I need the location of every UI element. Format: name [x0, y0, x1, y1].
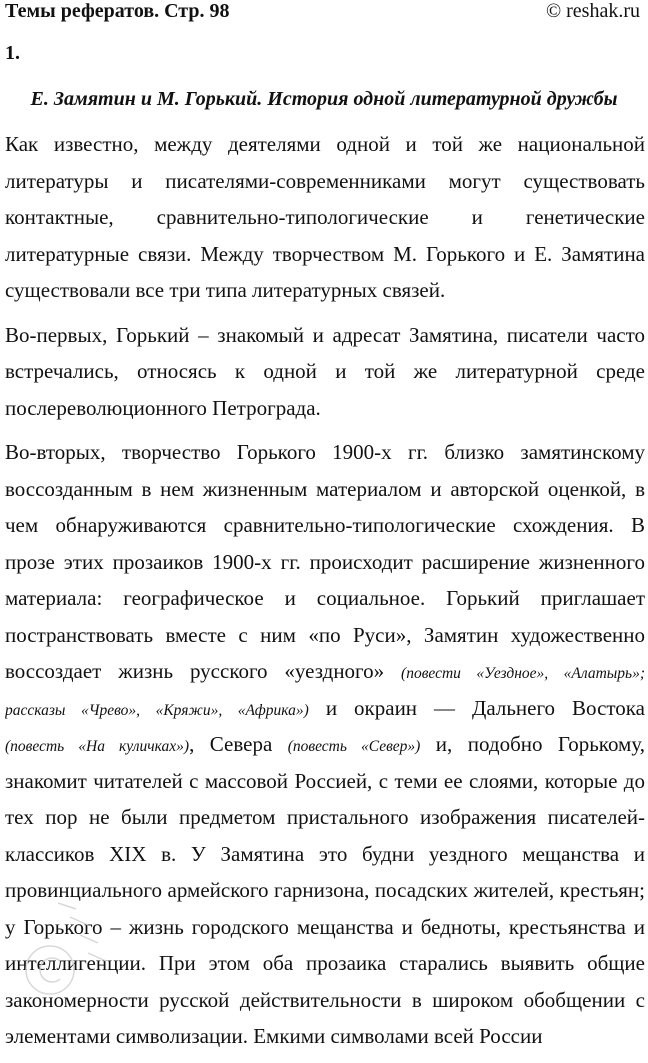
text-line — [5, 126, 645, 163]
text-line — [5, 434, 645, 471]
text-segment: тех пор не были предметом пристального изображения писателей- — [5, 805, 645, 829]
text-line — [5, 507, 645, 544]
text-line — [5, 272, 645, 309]
text-line — [5, 236, 645, 273]
text-segment: чем обнаруживаются сравнительно-типологические схождения. В — [5, 513, 645, 537]
text-segment: встречались, относясь к одной и той же литературной среде — [5, 359, 645, 383]
text-segment: элементами символизации. Емкими символами всей России — [5, 1024, 543, 1048]
text-line — [5, 690, 645, 727]
text-line — [5, 909, 645, 946]
text-segment: воссозданным в нем жизненным материалом и авторской оценкой, в — [5, 476, 645, 501]
page-header — [5, 0, 640, 24]
text-segment: Во-первых, Горький – знакомый и адресат Замятина, писатели часто — [5, 322, 645, 347]
text-segment: и окраин — Дальнего Востока — [308, 695, 645, 720]
text-segment: и, подобно Горькому, — [420, 732, 645, 756]
text-segment: воссоздает жизнь русского «уездного» — [5, 659, 402, 683]
text-line — [5, 199, 645, 236]
text-line — [5, 544, 645, 581]
text-line — [5, 353, 645, 390]
text-line — [5, 471, 645, 508]
text-line — [5, 836, 645, 873]
text-line — [5, 872, 645, 909]
paragraph — [5, 317, 645, 427]
text-line — [5, 982, 645, 1019]
text-segment: литературные связи. Между творчеством М. Горького и Е. Замятина — [5, 241, 645, 266]
text-line — [5, 799, 645, 836]
italic-citation: (повесть «На куличках») — [5, 738, 190, 755]
text-segment: интеллигенции. При этом оба прозаика старались выявить общие — [5, 951, 645, 975]
text-segment: провинциального армейского гарнизона, посадских жителей, крестьян; — [5, 878, 645, 902]
topic-number: 1. — [5, 42, 20, 64]
text-line — [5, 763, 645, 800]
text-segment: литературы и писателями-современниками могут существовать — [5, 168, 645, 193]
text-line — [5, 580, 645, 617]
italic-citation: (повесть «Север») — [287, 738, 421, 755]
text-segment: , Севера — [189, 732, 288, 756]
text-segment: постранствовать вместе с ним «по Руси», Замятин художественно — [5, 622, 645, 647]
text-line — [5, 1018, 645, 1055]
text-segment: знакомит читателей с массовой Россией, с теми ее слоями, которые до — [5, 768, 645, 793]
text-segment: классиков XIX в. У Замятина это будни уездного мещанства и — [5, 841, 645, 866]
text-segment: Во-вторых, творчество Горького 1900-х гг. близко замятинскому — [5, 440, 645, 464]
text-segment: закономерности русской действительности в широком обобщении с — [5, 987, 645, 1012]
text-line — [5, 390, 645, 427]
text-line — [5, 945, 645, 982]
text-segment: послереволюционного Петрограда. — [5, 395, 321, 420]
text-line — [5, 317, 645, 354]
text-segment: материала: географическое и социальное. Горький приглашает — [5, 586, 645, 610]
text-line — [5, 726, 645, 763]
text-segment: у Горького – жизнь городского мещанства и бедноты, крестьянства и — [5, 914, 645, 939]
text-line — [5, 653, 645, 690]
paragraph — [5, 434, 645, 1055]
text-segment: Как известно, между деятелями одной и той же национальной — [5, 132, 645, 156]
text-segment: контактные, сравнительно-типологические и генетические — [5, 205, 645, 229]
header-source: © reshak.ru — [545, 0, 640, 22]
text-segment: существовали все три типа литературных связей. — [5, 278, 446, 302]
italic-citation: (повести «Уездное», «Алатырь»; — [401, 665, 645, 682]
text-segment: прозе этих прозаиков 1900-х гг. происходит расширение жизненного — [5, 549, 645, 574]
essay-title: Е. Замятин и М. Горький. История одной литературной дружбы — [30, 88, 618, 110]
paragraph — [5, 126, 645, 309]
text-line — [5, 617, 645, 654]
header-title: Темы рефератов. Стр. 98 — [5, 0, 230, 22]
italic-citation: рассказы «Чрево», «Кряжи», «Африка») — [5, 701, 309, 719]
essay-body — [5, 126, 645, 1063]
text-line — [5, 163, 645, 200]
